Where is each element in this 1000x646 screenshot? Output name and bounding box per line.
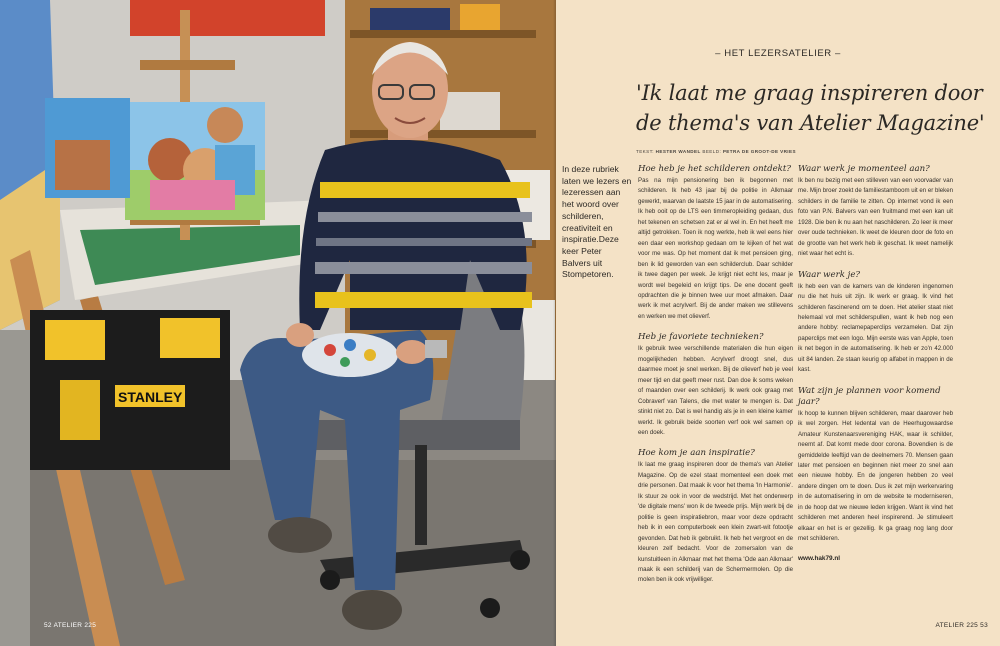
website-link[interactable]: www.hak79.nl <box>798 554 841 562</box>
credits-text-label: TEKST: <box>636 149 654 154</box>
credits-text-author: HESTER WANDEL <box>655 149 701 154</box>
credits-photo-author: PETRA DE GROOT-DE VRIES <box>722 149 796 154</box>
section-answer: Ik laat me graag inspireren door de thema's van Atelier Magazine. Op de ezel staat momenteel een doek met drie personen. Dat maak ik voor het thema 'In Harmonie'. Ik stuur ze ook in voor de wedstrijd. Met het onderwerp 'de digitale mens' won ik de tweede prijs. Mijn werk bij de politie is geen inspiratiebron, maar voor deze opdracht heb ik in een computerboek een klein zwart-wit fotootje gevonden. Dat heb ik gebruikt. Ik heb het vergroot en de kleuren zelf bedacht. Voor de zomersalon van de kunstuitleen in Alkmaar met het thema 'Ode aan Alkmaar' maak ik een schilderij van de Schermermolen. Op die molen ben ik ook vrijwilliger. <box>638 461 793 584</box>
section-question: Waar werk je momenteel aan? <box>798 164 930 174</box>
section-question: Waar werk je? <box>798 269 861 280</box>
article-column-2 <box>798 164 953 562</box>
section-question: Hoe kom je aan inspiratie? <box>638 448 755 459</box>
section-rubric: – HET LEZERSATELIER – <box>715 48 841 59</box>
section-answer: Ik heb een van de kamers van de kinderen ingenomen nu die het huis uit zijn. Ik werk er graag. Ik vind het schilderen fascinerend om te doen. Het atelier staat niet helemaal vol met schilderspullen, want ik heb nog een andere hobby: reclamepaperclips verzamelen. Dat zijn paperclips met een logo. Mijn eerste was van Apple, toen ik net begon in de automatisering. Ik heb er zo'n 42.000 uit 84 landen. Ze staan keurig op alfabet in mappen in de kast. <box>798 282 953 374</box>
article-page <box>556 0 1000 646</box>
section-answer: Ik hoop te kunnen blijven schilderen, maar daarover heb ik wel zorgen. Het ledental van de Heerhugowaardse Amateur Kunstenaarsvereniging HAK, waar ik schilder, neemt af. Dat komt mede door corona. Bovendien is de gemiddelde leeftijd van de deelnemers 70. Mensen gaan later met pensioen en beginnen niet meer zo snel aan een nieuwe hobby. En de jongeren hebben zo veel andere dingen om te doen. Dus ik zet mijn werkervaring in de automatisering in om de website te moderniseren, in de hoop dat we nieuwe leden krijgen. Want ik vind het schilderen met anderen heel inspirerend. Je stimuleert elkaar en het is er gezellig. Ik ga graag nog lang door met schilderen. <box>798 409 953 543</box>
section-question: Hoe heb je het schilderen ontdekt? <box>638 164 791 174</box>
section-answer: Ik ben nu bezig met een stilleven van een voorvader van me. Mijn broer zoekt de familiestamboom uit en er bleken schilders in de familie te zitten. Op internet vond ik een foto van P.N. Balvers van een fruitmand met een kan uit 1928. Die ben ik nu aan het naschilderen. Zo leer ik meer over oude technieken. Ik weet de kleuren door de foto en de grootte van het werk heb ik geschat. Ik weet namelijk niet waar het echt is. <box>798 177 953 258</box>
page-number-right: ATELIER 225 53 <box>935 622 988 629</box>
section-question: Wat zijn je plannen voor komend jaar? <box>798 385 941 407</box>
section-answer: Ik gebruik twee verschillende materialen die hun eigen mogelijkheden hebben. Acrylverf droogt snel, dus daarmee moet je snel werken. Bij de olieverf heb je veel meer tijd en dat geeft meer rust. Dan doe ik soms weken of maanden over een schilderij. Ik werk ook graag met Cobraverf van Talens, die met water te mengen is. Dat stinkt niet zo. Dat is wel handig als je in een kleine kamer werkt. Ik gebruik beide soorten verf ook wel samen op een doek. <box>638 345 793 436</box>
article-headline: 'Ik laat me graag inspireren door de thema's van Atelier Magazine' <box>636 81 985 135</box>
credits-photo-label: BEELD: <box>702 149 722 154</box>
article-credits <box>636 149 796 154</box>
page-number-left: 52 ATELIER 225 <box>44 622 97 629</box>
article-intro: In deze rubriek laten we lezers en lezeressen aan het woord over schilderen, creativiteit en inspiratie.Deze keer Peter Balvers uit Stompetoren. <box>562 164 632 280</box>
section-question: Heb je favoriete technieken? <box>638 332 764 343</box>
article-column-1 <box>638 164 793 586</box>
section-answer: Pas na mijn pensionering ben ik begonnen met schilderen. Ik heb 43 jaar bij de politie in Alkmaar gewerkt, waarvan de laatste 15 jaar in de automatisering. Ik heb ooit op de LTS een timmeropleiding gedaan, dus het tekenen en schetsen zat er al wel in. En het heeft me altijd getrokken. Toen ik nog werkte, heb ik wel eens hier een daar een workshop gedaan om te kijken of het wat voor me was. Op het moment dat ik met pensioen ging, ben ik lid geworden van een schilderclub. Daar schilder ik twee dagen per week. Je krijgt niet echt les, maar je wordt wel begeleid en krijgt tips. De ene docent geeft opdrachten die je binnen twee uur moet afmaken. Daar werk ik met acrylverf. Bij de ander maken we stillevens en werken we met olieverf. <box>638 177 793 320</box>
toolbox-brand-label: STANLEY <box>118 389 183 405</box>
